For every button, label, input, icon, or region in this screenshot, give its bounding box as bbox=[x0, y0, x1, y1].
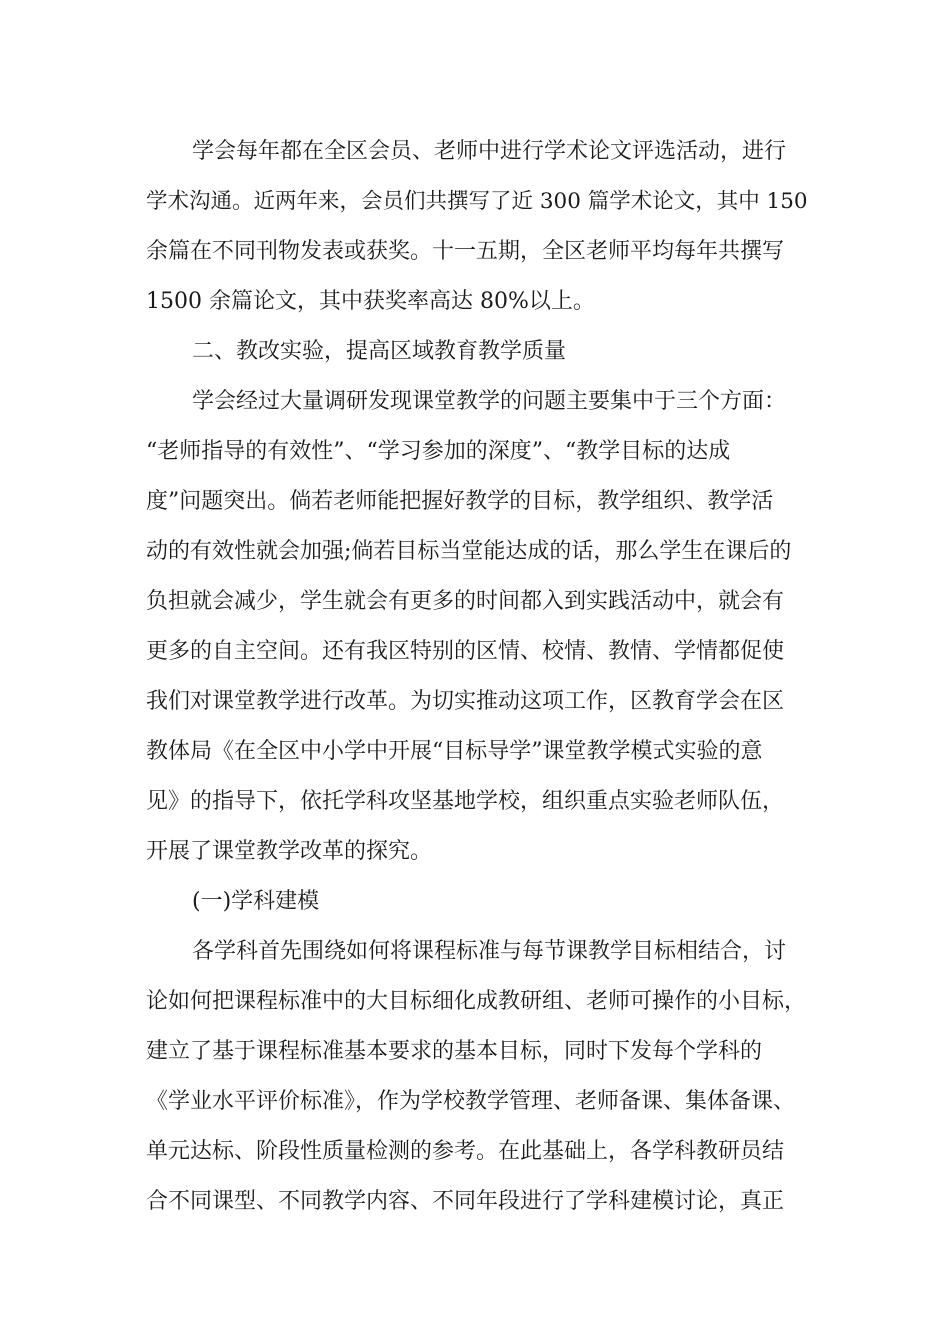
paragraph-2-line-1: 学会经过大量调研发现课堂教学的问题主要集中于三个方面： bbox=[192, 389, 787, 414]
paragraph-1-line-1: 学会每年都在全区会员、老师中进行学术论文评选活动，进行 bbox=[192, 139, 787, 164]
paragraph-1-line-2: 学术沟通。近两年来，会员们共撰写了近 300 篇学术论文，其中 150 bbox=[146, 189, 808, 214]
paragraph-3-line-1: 各学科首先围绕如何将课程标准与每节课教学目标相结合，讨 bbox=[192, 939, 787, 964]
paragraph-2-line-3: 度”问题突出。倘若老师能把握好教学的目标，教学组织、教学活 bbox=[146, 489, 774, 514]
paragraph-1-line-3: 余篇在不同刊物发表或获奖。十一五期，全区老师平均每年共撰写 bbox=[146, 239, 785, 264]
paragraph-2-line-6: 更多的自主空间。还有我区特别的区情、校情、教情、学情都促使 bbox=[146, 639, 785, 664]
paragraph-1-line-4: 1500 余篇论文，其中获奖率高达 80%以上。 bbox=[146, 289, 595, 314]
paragraph-3-line-5: 单元达标、阶段性质量检测的参考。在此基础上，各学科教研员结 bbox=[146, 1139, 785, 1164]
paragraph-2-line-2: “老师指导的有效性”、“学习参加的深度”、“教学目标的达成 bbox=[146, 439, 731, 464]
paragraph-2-line-5: 负担就会减少，学生就会有更多的时间都入到实践活动中，就会有 bbox=[146, 589, 785, 614]
paragraph-2-line-7: 我们对课堂教学进行改革。为切实推动这项工作，区教育学会在区 bbox=[146, 689, 785, 714]
paragraph-2-line-4: 动的有效性就会加强;倘若目标当堂能达成的话，那么学生在课后的 bbox=[146, 539, 792, 564]
paragraph-3-line-4: 《学业水平评价标准》，作为学校教学管理、老师备课、集体备课、 bbox=[146, 1089, 796, 1114]
paragraph-2-line-10: 开展了课堂教学改革的探究。 bbox=[146, 839, 433, 864]
paragraph-3-line-6: 合不同课型、不同教学内容、不同年段进行了学科建模讨论，真正 bbox=[146, 1189, 785, 1214]
paragraph-3-line-2: 论如何把课程标准中的大目标细化成教研组、老师可操作的小目标， bbox=[146, 989, 807, 1014]
paragraph-2-line-8: 教体局《在全区中小学中开展“目标导学”课堂教学模式实验的意 bbox=[146, 739, 763, 764]
paragraph-2-line-9: 见》的指导下，依托学科攻坚基地学校，组织重点实验老师队伍， bbox=[146, 789, 785, 814]
paragraph-3-line-3: 建立了基于课程标准基本要求的基本目标，同时下发每个学科的 bbox=[146, 1039, 763, 1064]
subsection-heading-1: (一)学科建模 bbox=[192, 889, 320, 914]
section-heading-2: 二、教改实验，提高区域教育教学质量 bbox=[192, 339, 567, 364]
